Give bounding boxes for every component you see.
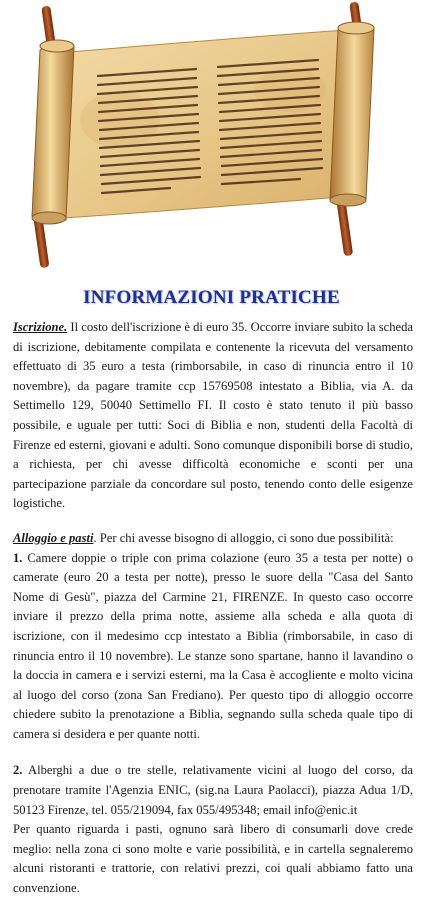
section-heading-iscrizione: Iscrizione. xyxy=(13,320,68,334)
section-heading-alloggio: Alloggio e pasti xyxy=(13,530,94,545)
paragraph-text: Il costo dell'iscrizione è di euro 35. Occorre inviare subito la scheda di iscrizione, debitamente compilata e contenente la ricevuta del versamento effettuato di 35 euro a testa (rimborsabile, in caso di rinuncia entro il 10 novembre), da pagare tramite ccp 15769508 intestato a Biblia, via A. da Settimello 129, 50040 Settimello FI. Il costo è stato tenuto il più basso possibile, e uguale per tutti: Soci di Biblia e non, studenti della Facoltà di Firenze ed esterni, giovani e adulti. Sono comunque disponibili borse di studio, a richiesta, per chi avesse difficoltà economiche e sconti per una partecipazione parziale da concordare sul posto, tenendo conto delle esigenze logistiche. xyxy=(13,320,413,511)
scroll-roll-right xyxy=(330,22,374,206)
scroll-image xyxy=(0,0,423,282)
paragraph-iscrizione xyxy=(13,318,413,514)
paragraph-text: Camere doppie o triple con prima colazione (euro 35 a testa per notte) o camerate (euro 20 a testa per notte), presso le suore della "Casa del Santo Nome di Gesù", piazza del Carmine 21, FIRENZE. In questo caso occorre inviare il prezzo della prima notte, assieme alla scheda e alla quota di iscrizione, con il medesimo ccp intestato a Biblia (rimborsabile, in caso di rinuncia entro il 10 novembre). Le stanze sono spartane, hanno il lavandino o la doccia in camera e i servizi esterni, ma la Casa è accogliente e molto vicina al luogo del corso (zona San Frediano). Per questo tipo di alloggio occorre chiedere subito la prenotazione a Biblia, segnando sulla scheda quale tipo di camera si desidera e per quante notti. xyxy=(13,550,413,741)
list-number: 2. xyxy=(13,763,23,778)
paragraph-text-pasti: Per quanto riguarda i pasti, ognuno sarà libero di consumarli dove crede meglio: nella zona ci sono molte e varie possibilità, e in cartella segnaleremo alcuni ristoranti e trattorie, con relativi prezzi, coi quali abbiamo fatto una convenzione. xyxy=(13,822,413,896)
info-text xyxy=(13,318,413,914)
paragraph-alberghi xyxy=(13,761,413,898)
list-number: 1. xyxy=(13,550,23,565)
paragraph-alloggio xyxy=(13,529,413,745)
page-title: INFORMAZIONI PRATICHE xyxy=(83,287,340,308)
paragraph-text: Alberghi a due o tre stelle, relativamente vicini al luogo del corso, da prenotare tramite l'Agenzia ENIC, (sig.na Laura Paolacci), piazza Adua 1/D, 50123 Firenze, tel. 055/219094, fax 055/495348; email info@enic.it xyxy=(13,763,413,817)
paragraph-text: . Per chi avesse bisogno di alloggio, ci sono due possibilità: xyxy=(93,530,394,545)
torah-scroll-illustration xyxy=(0,0,423,282)
